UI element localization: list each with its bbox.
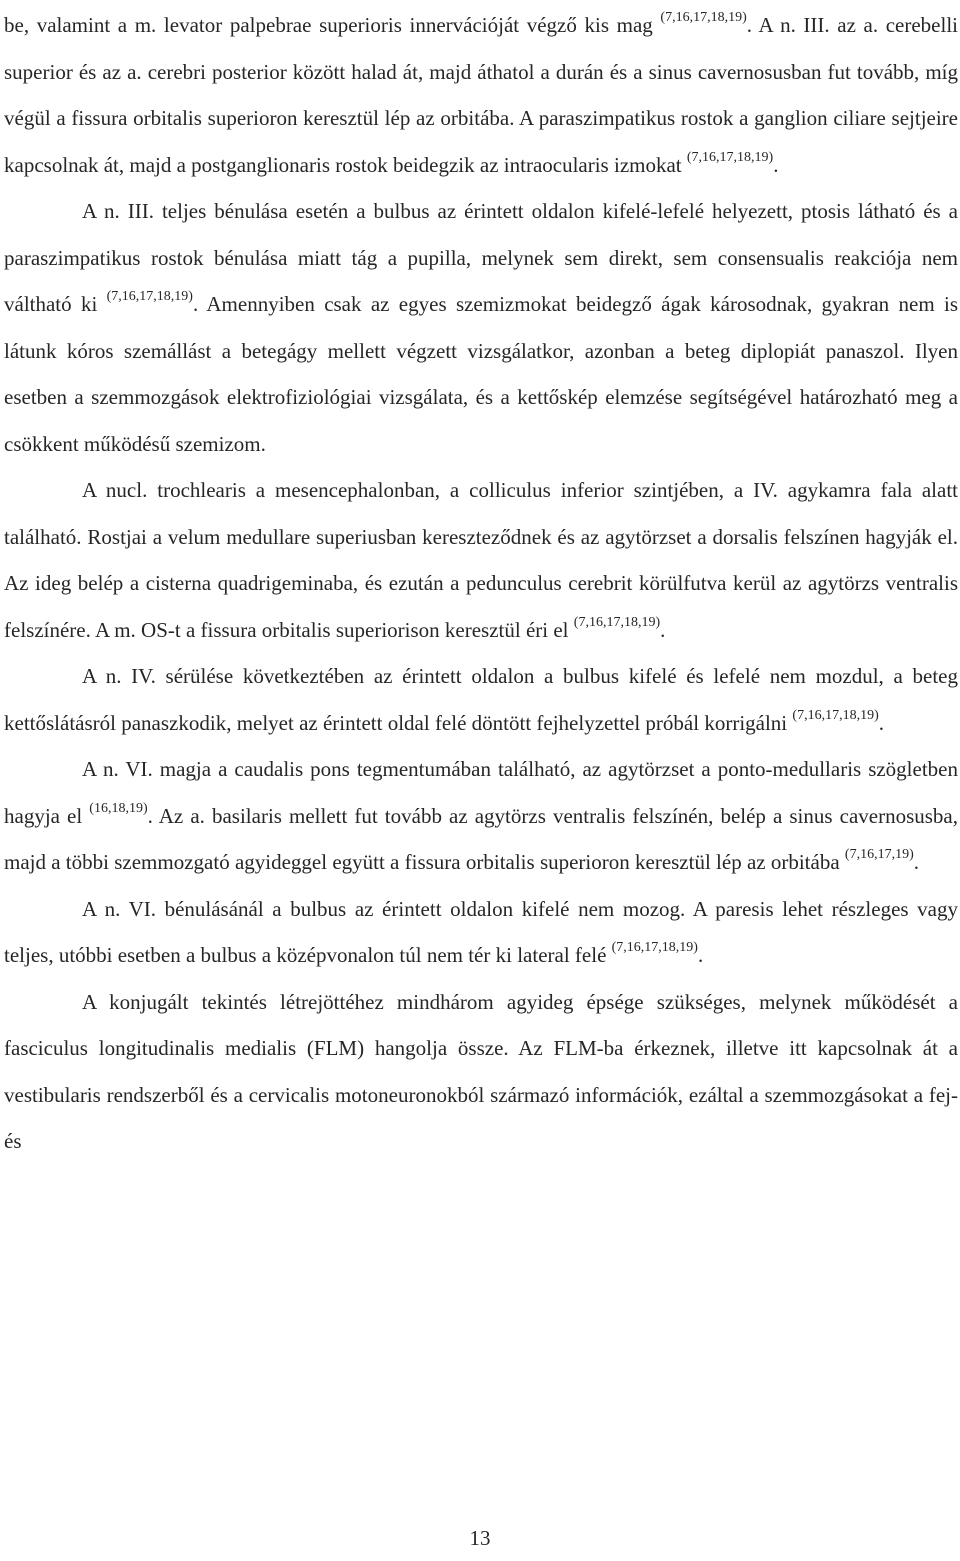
citation-reference: (16,18,19) — [89, 800, 148, 816]
text-run: A n. III. teljes bénulása esetén a bulbus az érintett oldalon kifelé-lefelé helyezett, ptosis látható és a paraszimpatikus rostok bénulása miatt tág a pupilla, melynek sem direkt, sem consensualis reakciója nem váltható ki — [4, 199, 958, 316]
paragraph — [4, 467, 958, 653]
citation-reference: (7,16,17,18,19) — [611, 940, 698, 955]
text-run: . — [773, 152, 779, 177]
citation-reference: (7,16,17,18,19) — [686, 149, 774, 165]
paragraph — [4, 886, 958, 979]
paragraph — [4, 653, 958, 746]
text-run: . A n. III. az a. cerebelli superior és az a. cerebri posterior között halad át, majd áthatol a durán és a sinus cavernosusban fut tovább, míg végül a fissura orbitalis superioron keresztül lép az orbitába. A paraszimpatikus rostok a ganglion ciliare sejtjeire kapcsolnak át, majd a postganglionaris rostok beidegzik az intraocularis izmokat — [4, 13, 959, 177]
paragraph — [4, 2, 958, 188]
document-body — [4, 2, 958, 1165]
paragraph — [4, 188, 958, 467]
text-run: . — [878, 710, 884, 735]
paragraph — [4, 979, 958, 1165]
citation-reference: (7,16,17,18,19) — [660, 10, 747, 25]
text-run: . — [697, 943, 704, 967]
text-run: A n. VI. magja a caudalis pons tegmentumában található, az agytörzset a ponto-medullaris szögletben hagyja el — [4, 757, 958, 828]
text-run: . — [660, 617, 666, 642]
text-run: A n. IV. sérülése következtében az érintett oldalon a bulbus kifelé és lefelé nem mozdul, a beteg kettőslátásról panaszkodik, melyet az érintett oldal felé döntött fejhelyzettel próbál korrigálni — [4, 664, 958, 735]
page-number: 13 — [469, 1526, 491, 1550]
citation-reference: (7,16,17,18,19) — [792, 707, 879, 723]
text-run: . — [913, 850, 919, 874]
text-run: A nucl. trochlearis a mesencephalonban, a colliculus inferior szintjében, a IV. agykamra fala alatt található. Rostjai a velum medullare superiusban kereszteződnek és az agytörzset a dorsalis felszínen hagyják el. Az ideg belép a cisterna quadrigeminaba, és ezután a pedunculus cerebrit körülfutva kerül az agytörzs ventralis felszínére. A m. OS-t a fissura orbitalis superiorison keresztül éri el — [4, 478, 958, 642]
text-run: A konjugált tekintés létrejöttéhez mindhárom agyideg épsége szükséges, melynek működését a fasciculus longitudinalis medialis (FLM) hangolja össze. Az FLM-ba érkeznek, illetve itt kapcsolnak át a vestibularis rendszerből és a cervicalis motoneuronokból származó információk, ezáltal a szemmozgásokat a fej- és — [4, 989, 958, 1153]
citation-reference: (7,16,17,18,19) — [106, 289, 193, 304]
text-run: be, valamint a m. levator palpebrae superioris innervációját végző kis mag — [4, 13, 661, 37]
text-run: . Amennyiben csak az egyes szemizmokat beidegző ágak károsodnak, gyakran nem is látunk kóros szemállást a betegágy mellett végzett vizsgálatkor, azonban a beteg diplopiát panaszol. Ilyen esetben a szemmozgások elektrofiziológiai vizsgálata, és a kettőskép elemzése segítségével határozható meg a csökkent működésű szemizom. — [4, 292, 958, 456]
text-run: A n. VI. bénulásánál a bulbus az érintett oldalon kifelé nem mozog. A paresis lehet részleges vagy teljes, utóbbi esetben a bulbus a középvonalon túl nem tér ki lateral felé — [4, 896, 958, 967]
text-run: . Az a. basilaris mellett fut tovább az agytörzs ventralis felszínén, belép a sinus cavernosusba, majd a többi szemmozgató agyideggel együtt a fissura orbitalis superioron keresztül lép az orbitába — [4, 803, 958, 874]
citation-reference: (7,16,17,18,19) — [573, 614, 661, 630]
citation-reference: (7,16,17,19) — [844, 847, 914, 862]
paragraph — [4, 746, 958, 886]
